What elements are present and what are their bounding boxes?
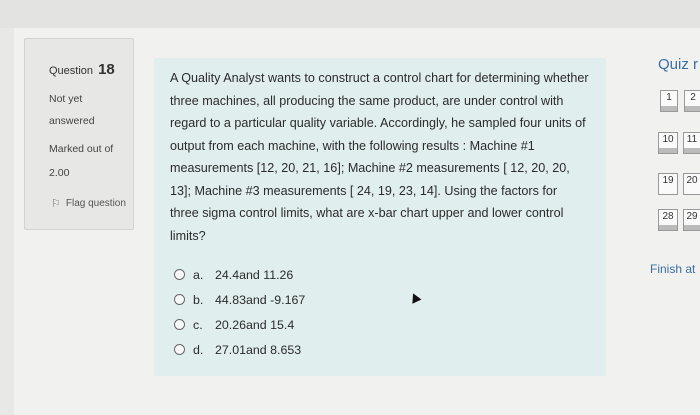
nav-status-bar xyxy=(661,106,677,111)
question-text xyxy=(170,67,600,247)
answer-options xyxy=(174,262,305,362)
quiz-navigation-title: Quiz r xyxy=(658,56,699,73)
nav-label: 28 xyxy=(662,211,674,222)
nav-label: 20 xyxy=(686,175,698,186)
answer-text: 27.01and 8.653 xyxy=(215,342,302,357)
flag-question-button[interactable] xyxy=(51,197,126,210)
radio-button[interactable] xyxy=(174,344,185,355)
marked-out-of-value: 2.00 xyxy=(49,167,70,179)
question-number xyxy=(49,61,115,78)
answer-text: 20.26and 15.4 xyxy=(215,317,295,332)
nav-question-1[interactable] xyxy=(660,90,678,112)
question-content xyxy=(154,58,606,376)
answer-letter: c. xyxy=(193,317,203,332)
finish-attempt-link[interactable]: Finish at xyxy=(650,262,696,276)
nav-label: 10 xyxy=(662,134,674,145)
quiz-navigation xyxy=(636,42,700,292)
answer-letter: d. xyxy=(193,342,204,357)
nav-status-bar xyxy=(659,225,677,230)
left-edge xyxy=(0,28,15,415)
nav-label: 11 xyxy=(686,134,698,145)
answer-option-d[interactable] xyxy=(174,337,305,362)
question-text-line: three machines, all producing the same product, are under control with xyxy=(170,93,564,108)
question-text-line: 13]; Machine #3 measurements [ 24, 19, 23, 14]. Using the factors for xyxy=(170,183,558,198)
nav-question-20[interactable] xyxy=(683,173,700,195)
nav-label: 2 xyxy=(690,92,696,103)
nav-question-10[interactable] xyxy=(658,132,678,154)
nav-label: 1 xyxy=(666,92,672,103)
question-text-line: three sigma control limits, what are x-bar chart upper and lower control xyxy=(170,206,564,220)
flag-question-label: Flag question xyxy=(65,198,126,209)
nav-question-28[interactable] xyxy=(658,209,678,231)
answer-option-a[interactable] xyxy=(174,262,305,287)
question-text-line: limits? xyxy=(170,228,206,243)
answer-text: 24.4and 11.26 xyxy=(215,267,294,282)
nav-status-bar xyxy=(685,106,700,111)
nav-status-bar xyxy=(684,148,700,153)
question-label: Question xyxy=(49,65,94,77)
nav-question-2[interactable] xyxy=(684,90,700,112)
nav-question-11[interactable] xyxy=(683,132,700,154)
radio-button[interactable] xyxy=(174,269,185,280)
answer-option-c[interactable] xyxy=(174,312,305,337)
answer-letter: b. xyxy=(193,292,204,307)
flag-icon: ⚐ xyxy=(51,198,61,210)
question-text-line: measurements [12, 20, 21, 16]; Machine #2 measurements [ 12, 20, 20, xyxy=(170,161,570,175)
question-info-box xyxy=(24,38,134,230)
answer-text: 44.83and -9.167 xyxy=(215,292,306,307)
nav-status-bar xyxy=(684,225,700,230)
status-line-1: Not yet xyxy=(49,93,83,105)
nav-question-29[interactable] xyxy=(683,209,700,231)
status-line-2: answered xyxy=(49,115,95,127)
nav-question-19[interactable] xyxy=(658,173,678,195)
question-number-value: 18 xyxy=(98,61,115,78)
question-text-line: regard to a particular quality variable. Accordingly, he sampled four units of xyxy=(170,116,586,130)
nav-label: 29 xyxy=(686,211,698,222)
nav-status-bar xyxy=(659,148,677,153)
radio-button[interactable] xyxy=(174,319,185,330)
top-strip xyxy=(0,0,700,28)
marked-out-of-label: Marked out of xyxy=(49,143,114,155)
question-text-line: output from each machine, with the following results : Machine #1 xyxy=(170,138,535,153)
answer-letter: a. xyxy=(193,267,204,282)
question-text-line: A Quality Analyst wants to construct a control chart for determining whether xyxy=(170,71,589,85)
radio-button[interactable] xyxy=(174,294,185,305)
answer-option-b[interactable] xyxy=(174,287,305,312)
nav-label: 19 xyxy=(662,175,674,186)
